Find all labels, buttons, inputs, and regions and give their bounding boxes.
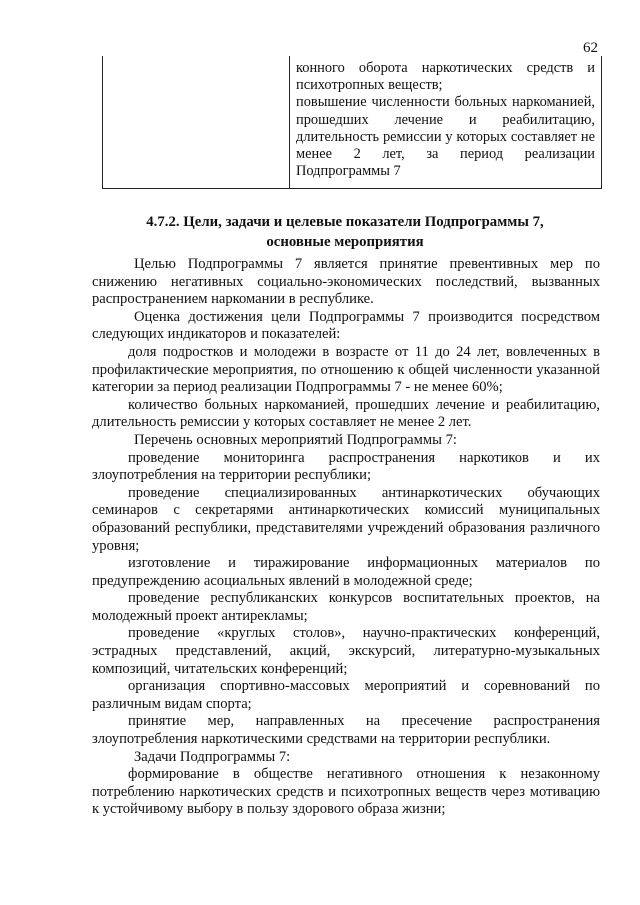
table-cell-indicators — [290, 56, 601, 188]
paragraph-tasks-intro: Задачи Подпрограммы 7: — [134, 748, 291, 765]
list-item-indicator: количество больных наркоманией, прошедших лечение и реабилитацию, длительность ремиссии у которых составляет не менее 2 лет. — [92, 396, 600, 431]
list-item-activity: проведение республиканских конкурсов воспитательных проектов, на молодежный проект антирекламы; — [92, 590, 600, 624]
list-item-activity: организация спортивно-массовых мероприятий и соревнований по различным видам спорта; — [92, 678, 600, 712]
list-item-activity: проведение «круглых столов», научно-практических конференций, эстрадных представлений, акций, экскурсий, литературно-музыкальных композиций, читательских конференций; — [92, 625, 600, 677]
page-number: 62 — [583, 40, 598, 56]
paragraph-activities-intro: Перечень основных мероприятий Подпрограммы 7: — [134, 431, 457, 448]
section-heading-line-2: основные мероприятия — [266, 234, 424, 250]
list-item-activity: проведение специализированных антинаркотических обучающих семинаров с секретарями антинаркотических комиссий муниципальных образований республики, представителями учреждений образования различного уровня; — [92, 484, 600, 554]
list-item-activity: проведение мониторинга распространения наркотиков и их злоупотребления на территории республики; — [92, 449, 600, 484]
paragraph-goal: Целью Подпрограммы 7 является принятие превентивных мер по снижению негативных социально-экономических последствий, вызванных распространением наркомании в республике. — [92, 256, 600, 308]
table-cell-line: повышение численности больных наркоманией, прошедших лечение и реабилитацию, длительность ремиссии у которых составляет не менее 2 лет, за период реализации Подпрограммы 7 — [296, 94, 595, 180]
indicator-table-fragment — [102, 56, 602, 189]
list-item-activity: изготовление и тиражирование информационных материалов по предупреждению асоциальных явлений в молодежной среде; — [92, 555, 600, 589]
table-cell-line: конного оборота наркотических средств и психотропных веществ; — [296, 60, 595, 94]
paragraph-assessment: Оценка достижения цели Подпрограммы 7 производится посредством следующих индикаторов и показателей: — [92, 308, 600, 343]
section-heading-line-1: 4.7.2. Цели, задачи и целевые показатели Подпрограммы 7, — [146, 214, 544, 230]
section-heading — [90, 212, 600, 252]
table-cell-empty — [103, 56, 290, 188]
list-item-task: формирование в обществе негативного отношения к незаконному потреблению наркотических средств и психотропных веществ через мотивацию к устойчивому выбору в пользу здорового образа жизни; — [92, 766, 600, 818]
list-item-activity: принятие мер, направленных на пресечение распространения злоупотребления наркотическими средствами на территории республики. — [92, 713, 600, 748]
section-body — [92, 256, 600, 819]
list-item-indicator: доля подростков и молодежи в возрасте от 11 до 24 лет, вовлеченных в профилактические мероприятия, по отношению к общей численности указанной категории за период реализации Подпрограммы 7 - не менее 60%; — [92, 343, 600, 396]
